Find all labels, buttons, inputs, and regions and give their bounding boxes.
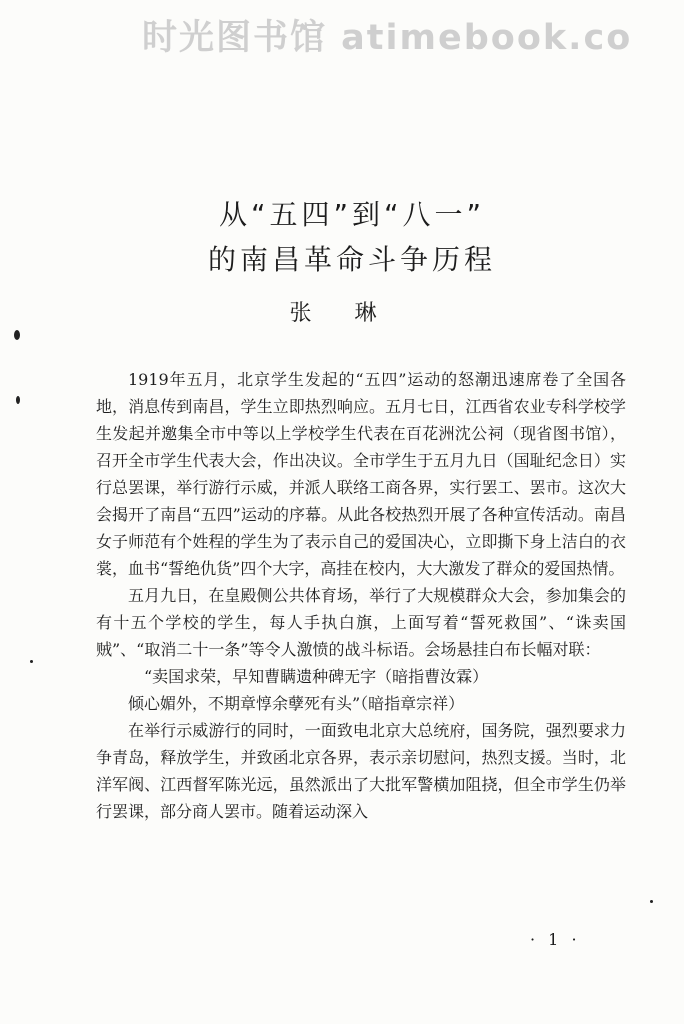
paragraph-2: 五月九日，在皇殿侧公共体育场，举行了大规模群众大会，参加集会的有十五个学校的学生，每人手执白旗，上面写着“誓死救国”、“诛卖国贼”、“取消二十一条”等令人激愤的战斗标语。会场悬挂白布长幅对联： [96,586,626,659]
scan-speck [14,330,20,340]
paragraph-1: 1919年五月，北京学生发起的“五四”运动的怒潮迅速席卷了全国各地，消息传到南昌，学生立即热烈响应。五月七日，江西省农业专科学校学生发起并邀集全市中等以上学校学生代表在百花洲沈公祠（现省图书馆），召开全市学生代表大会，作出决议。全市学生于五月九日（国耻纪念日）实行总罢课，举行游行示威，并派人联络工商各界，实行罢工、罢市。这次大会揭开了南昌“五四”运动的序幕。从此各校热烈开展了各种宣传活动。南昌女子师范有个姓程的学生为了表示自己的爱国决心，立即撕下身上洁白的衣裳，血书“誓绝仇货”四个大字，高挂在校内，大大激发了群众的爱国热情。 [96,370,626,578]
title-line-1: 从“五四”到“八一” [218,198,486,231]
article-body [96,366,626,825]
watermark: 时光图书馆 atimebook.co [142,18,633,58]
title-line-2: 的南昌革命斗争历程 [207,243,496,276]
scan-speck [16,396,20,404]
couplet-line-1: “卖国求荣，早知曹瞒遗种碑无字（暗指曹汝霖） [144,667,489,686]
author: 张 琳 [289,301,395,326]
paragraph-3: 在举行示威游行的同时，一面致电北京大总统府，国务院，强烈要求力争青岛，释放学生，并致函北京各界，表示亲切慰问，热烈支援。当时，北洋军阀、江西督军陈光远，虽然派出了大批军警横加阻挠，但全市学生仍举行罢课，部分商人罢市。随着运动深入 [96,721,626,821]
page-number: · 1 · [530,930,581,949]
scan-speck [30,660,33,663]
couplet-line-2: 倾心媚外，不期章惇余孽死有头”（暗指章宗祥） [128,694,465,713]
scan-speck [650,900,653,903]
